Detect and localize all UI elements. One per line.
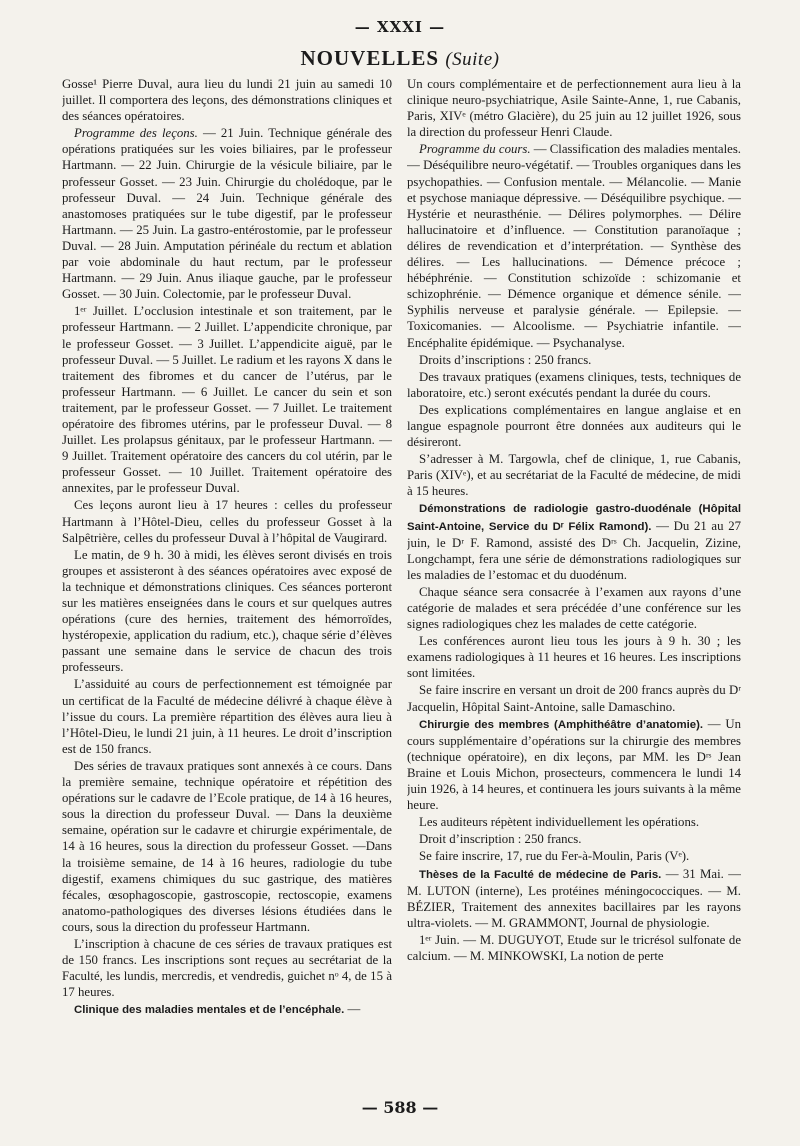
paragraph xyxy=(407,848,741,864)
paragraph xyxy=(62,497,392,545)
roman-page-number: — XXXI — xyxy=(354,18,446,36)
paragraph-text: 1ᵉʳ Juillet. L’occlusion intestinale et son traitement, par le professeur Hartmann. — 2 Juillet. L’appendicite chronique, par le professeur Gosset. — 3 Juillet. L’appendicite aiguë, par le professeur Duval. — 5 Juillet. Le radium et les rayons X dans le traitement des fibromes et du cancer de l’utérus, par le professeur Hartmann. — 6 Juillet. Le cancer du sein et son traitement, par le professeur Gosset. — 7 Juillet. Le traitement opératoire des fibromes utérins, par le professeur Duval. — 8 Juillet. Les prolapsus génitaux, par le professeur Hartmann. — 9 Juillet. Traitement opératoire des cancers du col utérin, par le professeur Gosset. — 10 Juillet. Traitement opératoire des annexites, par le professeur Duval. xyxy=(62,304,392,496)
left-column xyxy=(62,76,392,1096)
paragraph-text: Droits d’inscriptions : 250 francs. xyxy=(419,352,592,367)
paragraph xyxy=(407,76,741,140)
italic-lead: Programme du cours. xyxy=(419,142,531,157)
paragraph xyxy=(407,352,741,368)
paragraph-text: Se faire inscrire, 17, rue du Fer-à-Moulin, Paris (Vᵉ). xyxy=(419,849,690,864)
paragraph xyxy=(62,303,392,496)
paragraph-text: — 31 Mai. — M. LUTON (interne), Les protéines méningococciques. — M. BÉZIER, Traitement des annexites bacillaires par les rayons ultra-violets. — M. GRAMMONT, Journal de physiologie. xyxy=(407,866,741,930)
paragraph xyxy=(62,936,392,1000)
paragraph-text: S’adresser à M. Targowla, chef de clinique, 1, rue Cabanis, Paris (XIVᵉ), et au secrétariat de la Faculté de médecine, de midi à 15 heures. xyxy=(407,452,741,499)
paragraph-text: — Un cours supplémentaire d’opérations sur la chirurgie des membres (technique opératoire), en dix leçons, par MM. les Dʳˢ Jean Braine et Louis Michon, prosecteurs, commencera le lundi 14 juin 1926, à 14 heures, et continuera les jours suivants à la même heure. xyxy=(407,716,741,813)
paragraph xyxy=(407,866,741,931)
paragraph-text: L’assiduité au cours de perfectionnement est témoignée par un certificat de la Faculté de médecine délivré à chaque élève à l’issue du cours. La première répartition des élèves aura lieu à l’Hôtel-Dieu, le lundi 21 juin, à 11 heures. Le droit d’inscription est de 150 francs. xyxy=(62,677,392,756)
paragraph xyxy=(407,716,741,814)
paragraph xyxy=(407,500,741,582)
right-column xyxy=(407,76,741,1096)
paragraph-text: Les conférences auront lieu tous les jours à 9 h. 30 ; les examens radiologiques à 11 heures et 16 heures. Les inscriptions sont limitées. xyxy=(407,634,741,681)
paragraph-text: Droit d’inscription : 250 francs. xyxy=(419,832,582,847)
section-heading: Chirurgie des membres (Amphithéâtre d’anatomie). xyxy=(419,718,704,731)
section-heading: Démonstrations de radiologie gastro-duodénale (Hôpital Saint-Antoine, Service du Dʳ Félix Ramond). xyxy=(407,503,741,533)
paragraph-text: — 21 Juin. Technique générale des opérations pratiquées sur les voies biliaires, par le professeur Hartmann. — 22 Juin. Chirurgie de la vésicule biliaire, par le professeur Gosset. — 23 Juin. Chirurgie du cholédoque, par le professeur Duval. — 24 Juin. Technique générale des anastomoses pratiquées sur le tube digestif, par le professeur Hartmann. — 25 Juin. La gastro-entérostomie, par le professeur Duval. — 28 Juin. Amputation périnéale du rectum et ablation par voie abdominale du haut rectum, par le professeur Hartmann. — 29 Juin. Anus iliaque gauche, par le professeur Gosset. — 30 Juin. Colectomie, par le professeur Duval. xyxy=(62,126,392,302)
section-heading: Thèses de la Faculté de médecine de Paris. xyxy=(419,868,662,881)
title-text: NOUVELLES xyxy=(300,46,440,70)
paragraph xyxy=(407,814,741,830)
paragraph-text: Ces leçons auront lieu à 17 heures : celles du professeur Hartmann à l’Hôtel-Dieu, celles du professeur Gosset à la Salpêtrière, celles du professeur Duval à l’hôpital de Vaugirard. xyxy=(62,498,392,545)
paragraph xyxy=(407,633,741,681)
paragraph xyxy=(407,369,741,401)
page-number: — 588 — xyxy=(361,1098,439,1117)
paragraph xyxy=(62,125,392,302)
paragraph xyxy=(407,831,741,847)
paragraph-text: Des séries de travaux pratiques sont annexés à ce cours. Dans la première semaine, technique opératoire et répétition des opérations sur le cadavre de l’Ecole pratique, de 14 à 16 heures, sous la direction du professeur Duval. — Dans la deuxième semaine, opération sur le cadavre et chirurgie expérimentale, de 14 à 16 heures, sous la direction du professeur Gosset. —Dans la troisième semaine, de 14 à 16 heures, radiologie du tube digestif, examens chimiques du suc gastrique, des matières fécales, œsophagoscopie, gastroscopie, rectoscopie, examens anatomo-pathologiques des diverses lésions étudiées dans le cours, sous la direction du professeur Hartmann. xyxy=(62,758,392,934)
paragraph xyxy=(62,76,392,124)
paragraph-text: — Classification des maladies mentales. — Déséquilibre neuro-végétatif. — Troubles organiques dans les psychopathies. — Confusion mentale. — Mélancolie. — Manie et psychose maniaque dépressive. — Déséquilibre psychique. — Hystérie et neurasthénie. — Délires polymorphes. — Délire hallucinatoire et d’influence. — Constitution paranoïaque ; délires de revendication et d’interprétation. — Synthèse des délires. — Les hallucinations. — Démence précoce ; hébéphrénie. — Constitution schizoïde : schizomanie et schizophrénie. — Démence organique et démence sénile. — Syphilis nerveuse et paralysie générale. — Epilepsie. — Toxicomanies. — Alcoolisme. — Psychiatrie infantile. — Encéphalite épidémique. — Psychanalyse. xyxy=(407,142,741,350)
paragraph-text: Le matin, de 9 h. 30 à midi, les élèves seront divisés en trois groupes et assisteront à des séances opératoires avec exposé de la technique et démonstrations cliniques. Ces séances porteront sur les matières enseignées dans le cours et sur quelques autres opérations (cure des hernies, traitement des hémorroïdes, hystéropexie, application du radium, etc.), chaque série d’élèves passant une semaine dans le service de chacun des trois professeurs. xyxy=(62,547,392,675)
paragraph xyxy=(407,584,741,632)
paragraph xyxy=(62,1001,392,1018)
paragraph xyxy=(62,676,392,756)
paragraph-text: L’inscription à chacune de ces séries de travaux pratiques est de 150 francs. Les inscriptions sont reçues au secrétariat de la Faculté, les lundis, mercredis, et vendredis, guichet nᵒ 4, de 15 à 17 heures. xyxy=(62,936,392,1000)
paragraph xyxy=(407,932,741,964)
paragraph-text: — xyxy=(344,1002,361,1017)
paragraph xyxy=(62,547,392,676)
paragraph-text: Gosse¹ Pierre Duval, aura lieu du lundi 21 juin au samedi 10 juillet. Il comportera des leçons, des démonstrations cliniques et des séances opératoires. xyxy=(62,77,392,124)
italic-lead: Programme des leçons. xyxy=(74,126,198,141)
paragraph xyxy=(62,758,392,935)
paragraph-text: Chaque séance sera consacrée à l’examen aux rayons d’une catégorie de malades et sera précédée d’une conférence sur les signes radiologiques chez les malades de cette catégorie. xyxy=(407,584,741,632)
paragraph-text: 1ᵉʳ Juin. — M. DUGUYOT, Etude sur le tricrésol sulfonate de calcium. — M. MINKOWSKI, La notion de perte xyxy=(407,932,741,963)
paragraph-text: Un cours complémentaire et de perfectionnement aura lieu à la clinique neuro-psychiatrique, Asile Sainte-Anne, 1, rue Cabanis, Paris, XIVᵉ (métro Glacière), du 25 juin au 12 juillet 1926, sous la direction du professeur Henri Claude. xyxy=(407,77,741,140)
paragraph-text: Se faire inscrire en versant un droit de 200 francs auprès du Dʳ Jacquelin, Hôpital Saint-Antoine, salle Damaschino. xyxy=(407,683,741,714)
paragraph xyxy=(407,682,741,714)
paragraph xyxy=(407,451,741,499)
title-suite: (Suite) xyxy=(445,49,500,70)
paragraph-text: Des explications complémentaires en langue anglaise et en langue espagnole pourront être données aux auditeurs qui le désireront. xyxy=(407,402,741,450)
section-heading: Clinique des maladies mentales et de l’encéphale. xyxy=(74,1004,345,1017)
paragraph-text: Les auditeurs répètent individuellement les opérations. xyxy=(419,815,700,830)
paragraph xyxy=(407,141,741,350)
paragraph-text: Des travaux pratiques (examens cliniques, tests, techniques de laboratoire, etc.) seront exécutés pendant la durée du cours. xyxy=(407,369,741,400)
section-title xyxy=(0,46,800,71)
paragraph-text: — Du 21 au 27 juin, le Dʳ F. Ramond, assisté des Dʳˢ Ch. Jacquelin, Zizine, Longchampt, fera une série de démonstrations radiologiques sur les maladies de l’estomac et du duodénum. xyxy=(407,518,741,582)
paragraph xyxy=(407,402,741,450)
